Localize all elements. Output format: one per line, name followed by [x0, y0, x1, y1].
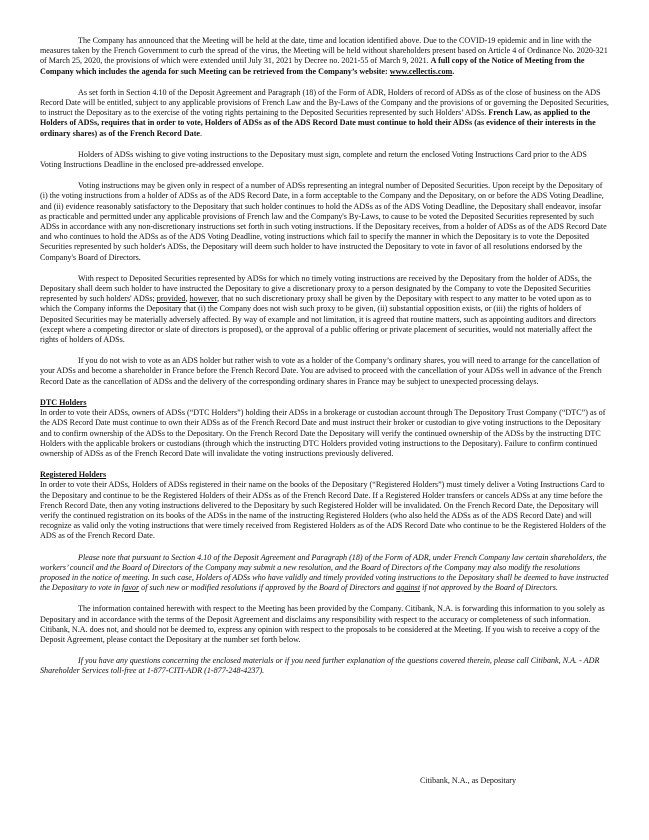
registered-holders-heading: Registered Holders [40, 470, 107, 480]
paragraph-voting-instructions-card: Holders of ADSs wishing to give voting instructions to the Depositary must sign, complete and return the enclosed Voting Instructions Card prior to the ADS Voting Instructions Deadline in the enclosed pre-addressed envelope. [40, 149, 587, 170]
section-registered-holders [40, 470, 610, 541]
signature-line: Citibank, N.A., as Depositary [420, 776, 516, 785]
paragraph-ads-cancellation: If you do not wish to vote as an ADS holder but rather wish to vote as a holder of the Company’s ordinary shares, you will need to arrange for the cancellation of your ADSs and become a shareholder in France before the French Record Date. You are advised to proceed with the cancellation of your ADSs well in advance of the French Record Date as the cancellation of ADSs and the delivery of the corresponding ordinary shares in France may be subject to unexpected processing delays. [40, 356, 602, 386]
paragraph-discretionary-proxy: With respect to Deposited Securities represented by ADSs for which no timely voting instructions are received by the Depositary from the holder of ADSs, the Depositary shall deem such holder to have instructed the Depositary to give a discretionary proxy to a person designated by the Company to vote the Deposited Securities represented by such holders' ADSs; provided, however, that no such discretionary proxy shall be given by the Depositary with respect to any matter to be voted upon as to which the Company informs the Depositary that (i) the Company does not wish such proxy to be given, (ii) substantial opposition exists, or (iii) the rights of holders of Deposited Securities may be materially adversely affected. By way of example and not limitation, it is agreed that routine matters, such as appointing auditors and directors (except where a competing director or slate of directors is proposed), or the approval of a public offering or private placement of securities, would not materially affect the rights of holders of ADSs. [40, 273, 596, 345]
paragraph-meeting-notice: The Company has announced that the Meeting will be held at the date, time and location identified above. Due to the COVID-19 epidemic and in line with the measures taken by the French Government to curb the spread of the virus, the Meeting will be held without shareholders present based on Article 4 of Ordinance No. 2020-321 of March 25, 2020, the provisions of which were extended until July 31, 2021 by Decree no. 2021-55 of March 9, 2021. A full copy of the Notice of Meeting from the Company which includes the agenda for such Meeting can be retrieved from the Company’s website: www.cellectis.com. [40, 36, 608, 76]
section-dtc-holders [40, 398, 610, 459]
paragraph-disclaimer: The information contained herewith with respect to the Meeting has been provided by the Company. Citibank, N.A. is forwarding this information to you solely as Depositary and in accordance with the terms of the Deposit Agreement and disclaims any responsibility with respect to the accuracy or completeness of such information. Citibank, N.A. does not, and should not be deemed to, express any opinion with respect to the proposals to be considered at the Meeting. If you wish to receive a copy of the Deposit Agreement, please contact the Depositary at the number set forth below. [40, 604, 605, 644]
paragraph-voting-rights: As set forth in Section 4.10 of the Deposit Agreement and Paragraph (18) of the Form of ADR, Holders of record of ADSs as of the close of business on the ADS Record Date will be entitled, subject to any applicable provisions of French Law and the By-Laws of the Company and the provisions of or governing the Deposited Securities, to instruct the Depositary as to the exercise of the voting rights pertaining to the Deposited Securities represented by such Holders’ ADSs. French Law, as applied to the Holders of ADSs, requires that in order to vote, Holders of ADSs as of the ADS Record Date must continue to hold their ADSs (as evidence of their interests in the ordinary shares) as of the French Record Date. [40, 87, 609, 138]
company-website-link[interactable]: www.cellectis.com [389, 66, 453, 76]
paragraph-voting-instructions: Voting instructions may be given only in respect of a number of ADSs representing an integral number of Deposited Securities. Upon receipt by the Depositary of (i) the voting instructions from a holder of ADSs as of the ADS Record Date, in a form acceptable to the Company and the Depositary, on or before the ADS Voting Deadline, and (ii) evidence reasonably satisfactory to the Depositary that such holder continues to hold the ADSs as of the ADS Voting Deadline, the Depositary shall endeavor, insofar as practicable and permitted under any applicable provisions of French law and the Company's By-Laws, to cause to be voted the Deposited Securities represented by such ADSs in accordance with any non-discretionary instructions set forth in such voting instructions. If the Depositary receives, from a holder of ADSs as of the ADS Record Date and who continues to hold the ADSs as of the ADS Voting Deadline, voting instructions which fail to specify the manner in which the Depositary is to vote the Deposited Securities represented by such holder's ADSs, the Depositary will deem such holder to have instructed the Depositary to vote in favor of all resolutions endorsed by the Company's Board of Directors. [40, 181, 607, 262]
dtc-holders-heading: DTC Holders [40, 397, 87, 407]
paragraph-contact-info: If you have any questions concerning the enclosed materials or if you need further explanation of the questions covered therein, please call Citibank, N.A. - ADR Shareholder Services toll-free at 1-877-CITI-ADR (1-877-248-4237). [40, 656, 600, 676]
registered-holders-text: In order to vote their ADSs, Holders of ADSs registered in their name on the books of the Depositary (“Registered Holders”) must timely deliver a Voting Instructions Card to the Depositary and continue to be the Registered Holders of their ADSs as of the French Record Date. If a Registered Holder transfers or cancels ADSs at any time before the French Record Date, then any voting instructions delivered to the Depositary by such Registered Holder will be invalidated. On the French Record Date, the Depositary will verify the continued registration on its books of the ADSs in the name of the instructing Registered Holders (who also held the ADSs as of the ADS Record Date) and will recognize as valid only the voting instructions that were timely received from Registered Holders as of the ADS Record Date who continue to be the Registered Holders of the ADS as of the French Record Date. [40, 480, 606, 541]
dtc-holders-text: In order to vote their ADSs, owners of ADSs (“DTC Holders”) holding their ADSs in a brokerage or custodian account through The Depository Trust Company (“DTC”) as of the ADS Record Date must continue to own their ADSs as of the French Record Date and must instruct their broker or custodian to give voting instructions to the Depositary and to confirm ownership of the ADSs to the Depositary. On the French Record Date the Depositary will verify the continued ownership of the ADSs by the instructing DTC Holders with the applicable brokers or custodians (through which the instructing DTC Holders provided voting instructions to the Depositary). Failure to confirm continued ownership of ADSs as of the French Record Date will invalidate the voting instructions previously delivered. [40, 408, 606, 458]
document-body [40, 36, 610, 688]
paragraph-new-resolutions: Please note that pursuant to Section 4.10 of the Deposit Agreement and Paragraph (18) of the Form of ADR, under French Company law certain shareholders, the workers’ council and the Board of Directors of the Company may submit a new resolution, and the Board of Directors of the Company may also modify the resolutions proposed in the notice of meeting. In such case, Holders of ADSs who have validly and timely provided voting instructions to the Depositary shall be deemed to have instructed the Depositary to vote in favor of such new or modified resolutions if approved by the Board of Directors and against if not approved by the Board of Directors. [40, 552, 609, 593]
